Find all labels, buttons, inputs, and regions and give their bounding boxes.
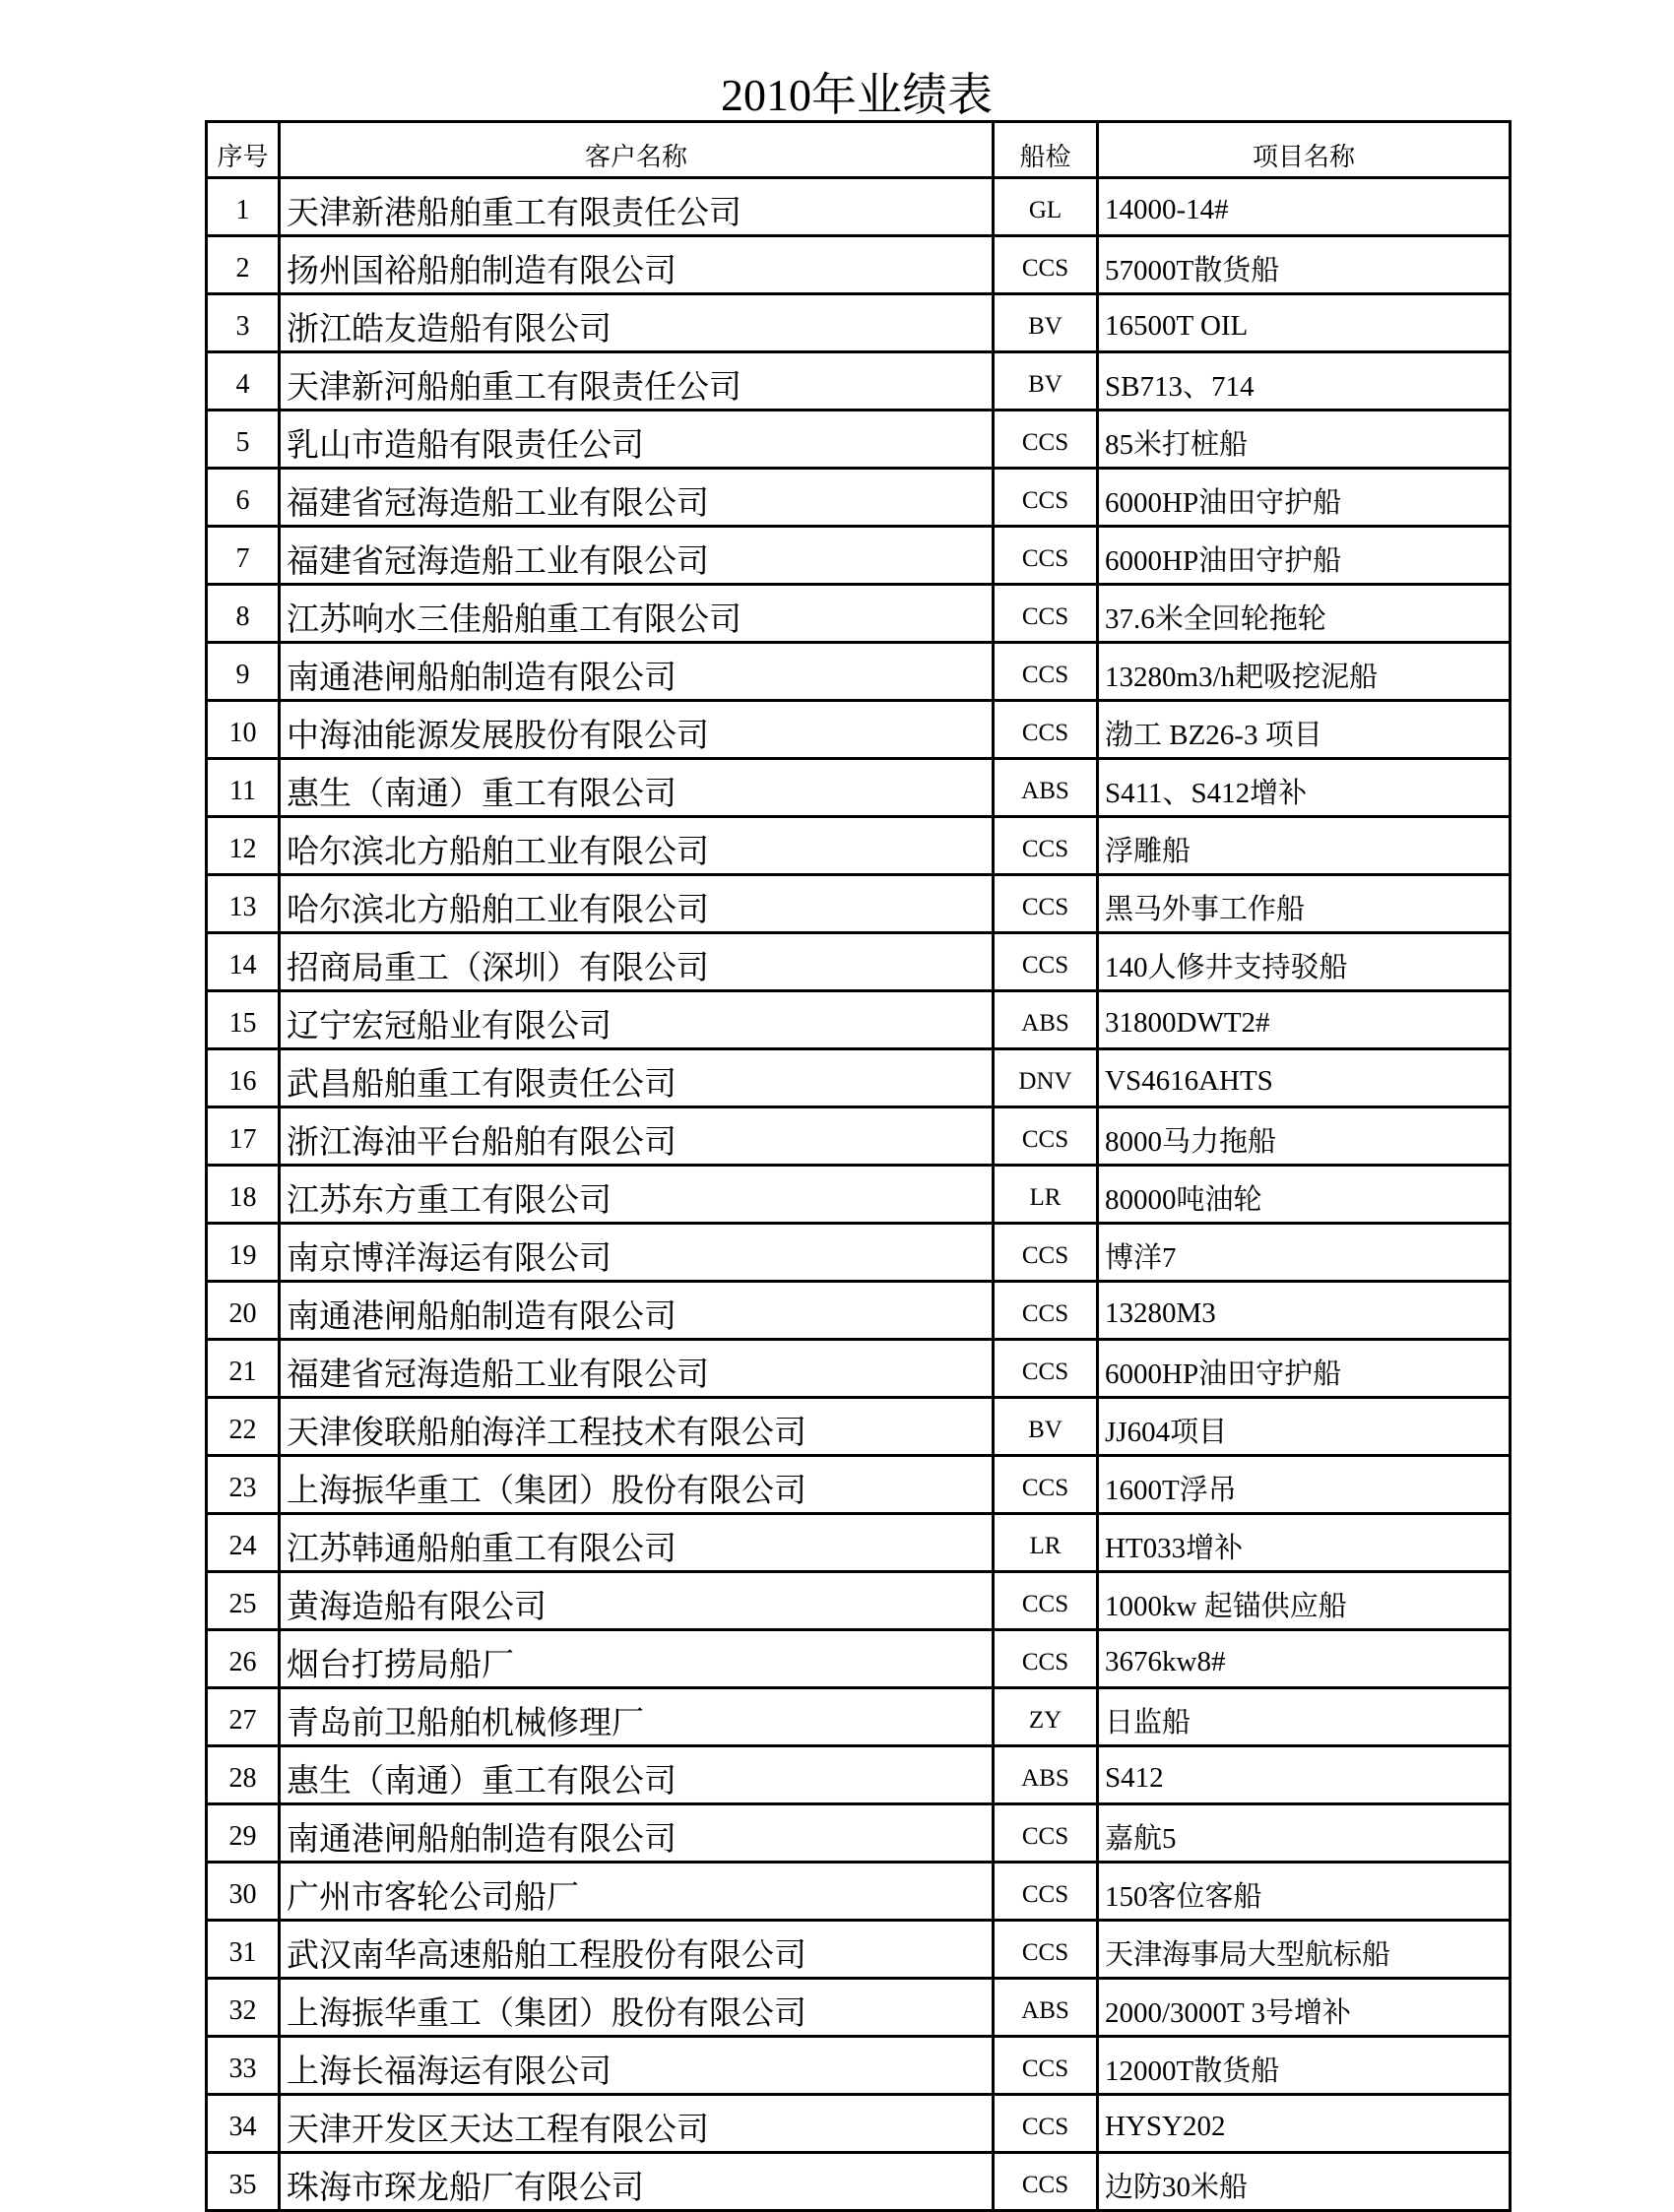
header-index: 序号 bbox=[207, 122, 280, 178]
class-society-cell: ABS bbox=[994, 759, 1098, 817]
table-row bbox=[207, 352, 1511, 411]
header-row bbox=[207, 122, 1511, 178]
row-index-cell: 8 bbox=[207, 585, 280, 643]
class-society-cell: CCS bbox=[994, 1224, 1098, 1282]
project-name-cell: 13280M3 bbox=[1098, 1282, 1511, 1340]
table-row bbox=[207, 585, 1511, 643]
project-name-cell: 6000HP油田守护船 bbox=[1098, 1340, 1511, 1398]
class-society-cell: CCS bbox=[994, 1340, 1098, 1398]
customer-name-cell: 浙江皓友造船有限公司 bbox=[280, 294, 994, 352]
class-society-cell: BV bbox=[994, 352, 1098, 411]
customer-name-cell: 青岛前卫船舶机械修理厂 bbox=[280, 1688, 994, 1746]
table-row bbox=[207, 1398, 1511, 1456]
table-row bbox=[207, 2095, 1511, 2153]
row-index-cell: 3 bbox=[207, 294, 280, 352]
row-index-cell: 27 bbox=[207, 1688, 280, 1746]
customer-name-cell: 上海长福海运有限公司 bbox=[280, 2037, 994, 2095]
project-name-cell: 3676kw8# bbox=[1098, 1630, 1511, 1688]
class-society-cell: CCS bbox=[994, 817, 1098, 875]
project-name-cell: 14000-14# bbox=[1098, 178, 1511, 236]
customer-name-cell: 武昌船舶重工有限责任公司 bbox=[280, 1049, 994, 1107]
row-index-cell: 9 bbox=[207, 643, 280, 701]
table-row bbox=[207, 1456, 1511, 1514]
class-society-cell: CCS bbox=[994, 1630, 1098, 1688]
header-class-society: 船检 bbox=[994, 122, 1098, 178]
class-society-cell: CCS bbox=[994, 933, 1098, 991]
row-index-cell: 21 bbox=[207, 1340, 280, 1398]
performance-table bbox=[205, 120, 1512, 2212]
row-index-cell: 13 bbox=[207, 875, 280, 933]
page-title: 2010年业绩表 bbox=[721, 70, 993, 120]
table-row bbox=[207, 294, 1511, 352]
table-row bbox=[207, 1688, 1511, 1746]
customer-name-cell: 天津新河船舶重工有限责任公司 bbox=[280, 352, 994, 411]
row-index-cell: 5 bbox=[207, 411, 280, 469]
project-name-cell: 80000吨油轮 bbox=[1098, 1166, 1511, 1224]
class-society-cell: CCS bbox=[994, 1456, 1098, 1514]
row-index-cell: 25 bbox=[207, 1572, 280, 1630]
table-row bbox=[207, 1804, 1511, 1863]
customer-name-cell: 哈尔滨北方船舶工业有限公司 bbox=[280, 875, 994, 933]
project-name-cell: 31800DWT2# bbox=[1098, 991, 1511, 1049]
class-society-cell: BV bbox=[994, 1398, 1098, 1456]
project-name-cell: 12000T散货船 bbox=[1098, 2037, 1511, 2095]
project-name-cell: 6000HP油田守护船 bbox=[1098, 469, 1511, 527]
project-name-cell: 博洋7 bbox=[1098, 1224, 1511, 1282]
table-row bbox=[207, 527, 1511, 585]
row-index-cell: 15 bbox=[207, 991, 280, 1049]
customer-name-cell: 江苏韩通船舶重工有限公司 bbox=[280, 1514, 994, 1572]
class-society-cell: CCS bbox=[994, 411, 1098, 469]
class-society-cell: CCS bbox=[994, 1282, 1098, 1340]
project-name-cell: 日监船 bbox=[1098, 1688, 1511, 1746]
project-name-cell: 150客位客船 bbox=[1098, 1863, 1511, 1921]
customer-name-cell: 南通港闸船舶制造有限公司 bbox=[280, 643, 994, 701]
table-row bbox=[207, 411, 1511, 469]
table-row bbox=[207, 1049, 1511, 1107]
class-society-cell: CCS bbox=[994, 643, 1098, 701]
customer-name-cell: 江苏东方重工有限公司 bbox=[280, 1166, 994, 1224]
table-row bbox=[207, 1921, 1511, 1979]
row-index-cell: 22 bbox=[207, 1398, 280, 1456]
customer-name-cell: 乳山市造船有限责任公司 bbox=[280, 411, 994, 469]
row-index-cell: 7 bbox=[207, 527, 280, 585]
class-society-cell: CCS bbox=[994, 527, 1098, 585]
project-name-cell: S412 bbox=[1098, 1746, 1511, 1804]
table-header bbox=[207, 122, 1511, 178]
project-name-cell: 140人修井支持驳船 bbox=[1098, 933, 1511, 991]
table-body bbox=[207, 178, 1511, 2211]
row-index-cell: 35 bbox=[207, 2153, 280, 2211]
class-society-cell: CCS bbox=[994, 1572, 1098, 1630]
row-index-cell: 30 bbox=[207, 1863, 280, 1921]
table-row bbox=[207, 469, 1511, 527]
project-name-cell: VS4616AHTS bbox=[1098, 1049, 1511, 1107]
customer-name-cell: 武汉南华高速船舶工程股份有限公司 bbox=[280, 1921, 994, 1979]
class-society-cell: BV bbox=[994, 294, 1098, 352]
customer-name-cell: 扬州国裕船舶制造有限公司 bbox=[280, 236, 994, 294]
customer-name-cell: 天津开发区天达工程有限公司 bbox=[280, 2095, 994, 2153]
project-name-cell: 1600T浮吊 bbox=[1098, 1456, 1511, 1514]
customer-name-cell: 辽宁宏冠船业有限公司 bbox=[280, 991, 994, 1049]
project-name-cell: 6000HP油田守护船 bbox=[1098, 527, 1511, 585]
class-society-cell: CCS bbox=[994, 701, 1098, 759]
customer-name-cell: 天津新港船舶重工有限责任公司 bbox=[280, 178, 994, 236]
project-name-cell: 黑马外事工作船 bbox=[1098, 875, 1511, 933]
class-society-cell: CCS bbox=[994, 1804, 1098, 1863]
project-name-cell: 85米打桩船 bbox=[1098, 411, 1511, 469]
class-society-cell: CCS bbox=[994, 2153, 1098, 2211]
table-row bbox=[207, 643, 1511, 701]
row-index-cell: 31 bbox=[207, 1921, 280, 1979]
customer-name-cell: 上海振华重工（集团）股份有限公司 bbox=[280, 1456, 994, 1514]
row-index-cell: 11 bbox=[207, 759, 280, 817]
customer-name-cell: 招商局重工（深圳）有限公司 bbox=[280, 933, 994, 991]
customer-name-cell: 惠生（南通）重工有限公司 bbox=[280, 1746, 994, 1804]
row-index-cell: 19 bbox=[207, 1224, 280, 1282]
project-name-cell: 16500T OIL bbox=[1098, 294, 1511, 352]
table-row bbox=[207, 817, 1511, 875]
project-name-cell: 13280m3/h耙吸挖泥船 bbox=[1098, 643, 1511, 701]
customer-name-cell: 江苏响水三佳船舶重工有限公司 bbox=[280, 585, 994, 643]
customer-name-cell: 中海油能源发展股份有限公司 bbox=[280, 701, 994, 759]
customer-name-cell: 上海振华重工（集团）股份有限公司 bbox=[280, 1979, 994, 2037]
customer-name-cell: 哈尔滨北方船舶工业有限公司 bbox=[280, 817, 994, 875]
row-index-cell: 34 bbox=[207, 2095, 280, 2153]
class-society-cell: CCS bbox=[994, 1863, 1098, 1921]
project-name-cell: 边防30米船 bbox=[1098, 2153, 1511, 2211]
project-name-cell: 37.6米全回轮拖轮 bbox=[1098, 585, 1511, 643]
customer-name-cell: 黄海造船有限公司 bbox=[280, 1572, 994, 1630]
row-index-cell: 18 bbox=[207, 1166, 280, 1224]
project-name-cell: 嘉航5 bbox=[1098, 1804, 1511, 1863]
table-row bbox=[207, 1746, 1511, 1804]
customer-name-cell: 广州市客轮公司船厂 bbox=[280, 1863, 994, 1921]
table-row bbox=[207, 1224, 1511, 1282]
row-index-cell: 16 bbox=[207, 1049, 280, 1107]
table-row bbox=[207, 933, 1511, 991]
customer-name-cell: 福建省冠海造船工业有限公司 bbox=[280, 1340, 994, 1398]
customer-name-cell: 天津俊联船舶海洋工程技术有限公司 bbox=[280, 1398, 994, 1456]
project-name-cell: 渤工 BZ26-3 项目 bbox=[1098, 701, 1511, 759]
class-society-cell: LR bbox=[994, 1166, 1098, 1224]
header-customer-name: 客户名称 bbox=[280, 122, 994, 178]
project-name-cell: JJ604项目 bbox=[1098, 1398, 1511, 1456]
project-name-cell: SB713、714 bbox=[1098, 352, 1511, 411]
row-index-cell: 33 bbox=[207, 2037, 280, 2095]
row-index-cell: 28 bbox=[207, 1746, 280, 1804]
class-society-cell: ZY bbox=[994, 1688, 1098, 1746]
class-society-cell: CCS bbox=[994, 2095, 1098, 2153]
class-society-cell: CCS bbox=[994, 236, 1098, 294]
row-index-cell: 1 bbox=[207, 178, 280, 236]
row-index-cell: 24 bbox=[207, 1514, 280, 1572]
project-name-cell: 2000/3000T 3号增补 bbox=[1098, 1979, 1511, 2037]
row-index-cell: 6 bbox=[207, 469, 280, 527]
project-name-cell: 浮雕船 bbox=[1098, 817, 1511, 875]
customer-name-cell: 浙江海油平台船舶有限公司 bbox=[280, 1107, 994, 1166]
customer-name-cell: 珠海市琛龙船厂有限公司 bbox=[280, 2153, 994, 2211]
class-society-cell: LR bbox=[994, 1514, 1098, 1572]
class-society-cell: GL bbox=[994, 178, 1098, 236]
row-index-cell: 20 bbox=[207, 1282, 280, 1340]
class-society-cell: ABS bbox=[994, 1746, 1098, 1804]
class-society-cell: CCS bbox=[994, 875, 1098, 933]
table-row bbox=[207, 759, 1511, 817]
class-society-cell: ABS bbox=[994, 1979, 1098, 2037]
table-row bbox=[207, 2153, 1511, 2211]
table-row bbox=[207, 1572, 1511, 1630]
row-index-cell: 29 bbox=[207, 1804, 280, 1863]
project-name-cell: HT033增补 bbox=[1098, 1514, 1511, 1572]
table-row bbox=[207, 1107, 1511, 1166]
project-name-cell: 8000马力拖船 bbox=[1098, 1107, 1511, 1166]
project-name-cell: 57000T散货船 bbox=[1098, 236, 1511, 294]
customer-name-cell: 南通港闸船舶制造有限公司 bbox=[280, 1282, 994, 1340]
class-society-cell: CCS bbox=[994, 1107, 1098, 1166]
class-society-cell: CCS bbox=[994, 585, 1098, 643]
row-index-cell: 26 bbox=[207, 1630, 280, 1688]
table-row bbox=[207, 1630, 1511, 1688]
row-index-cell: 23 bbox=[207, 1456, 280, 1514]
customer-name-cell: 烟台打捞局船厂 bbox=[280, 1630, 994, 1688]
table-row bbox=[207, 178, 1511, 236]
project-name-cell: 天津海事局大型航标船 bbox=[1098, 1921, 1511, 1979]
table-row bbox=[207, 1979, 1511, 2037]
row-index-cell: 32 bbox=[207, 1979, 280, 2037]
project-name-cell: 1000kw 起锚供应船 bbox=[1098, 1572, 1511, 1630]
row-index-cell: 10 bbox=[207, 701, 280, 759]
customer-name-cell: 南京博洋海运有限公司 bbox=[280, 1224, 994, 1282]
class-society-cell: CCS bbox=[994, 1921, 1098, 1979]
customer-name-cell: 福建省冠海造船工业有限公司 bbox=[280, 469, 994, 527]
header-project-name: 项目名称 bbox=[1098, 122, 1511, 178]
customer-name-cell: 福建省冠海造船工业有限公司 bbox=[280, 527, 994, 585]
table-row bbox=[207, 1166, 1511, 1224]
table-row bbox=[207, 1340, 1511, 1398]
table-row bbox=[207, 701, 1511, 759]
project-name-cell: S411、S412增补 bbox=[1098, 759, 1511, 817]
table-row bbox=[207, 991, 1511, 1049]
class-society-cell: ABS bbox=[994, 991, 1098, 1049]
row-index-cell: 14 bbox=[207, 933, 280, 991]
customer-name-cell: 南通港闸船舶制造有限公司 bbox=[280, 1804, 994, 1863]
table-row bbox=[207, 1863, 1511, 1921]
table-row bbox=[207, 1282, 1511, 1340]
table-row bbox=[207, 875, 1511, 933]
class-society-cell: DNV bbox=[994, 1049, 1098, 1107]
table-row bbox=[207, 1514, 1511, 1572]
row-index-cell: 12 bbox=[207, 817, 280, 875]
project-name-cell: HYSY202 bbox=[1098, 2095, 1511, 2153]
table-row bbox=[207, 236, 1511, 294]
class-society-cell: CCS bbox=[994, 469, 1098, 527]
row-index-cell: 2 bbox=[207, 236, 280, 294]
row-index-cell: 4 bbox=[207, 352, 280, 411]
class-society-cell: CCS bbox=[994, 2037, 1098, 2095]
table-row bbox=[207, 2037, 1511, 2095]
row-index-cell: 17 bbox=[207, 1107, 280, 1166]
customer-name-cell: 惠生（南通）重工有限公司 bbox=[280, 759, 994, 817]
